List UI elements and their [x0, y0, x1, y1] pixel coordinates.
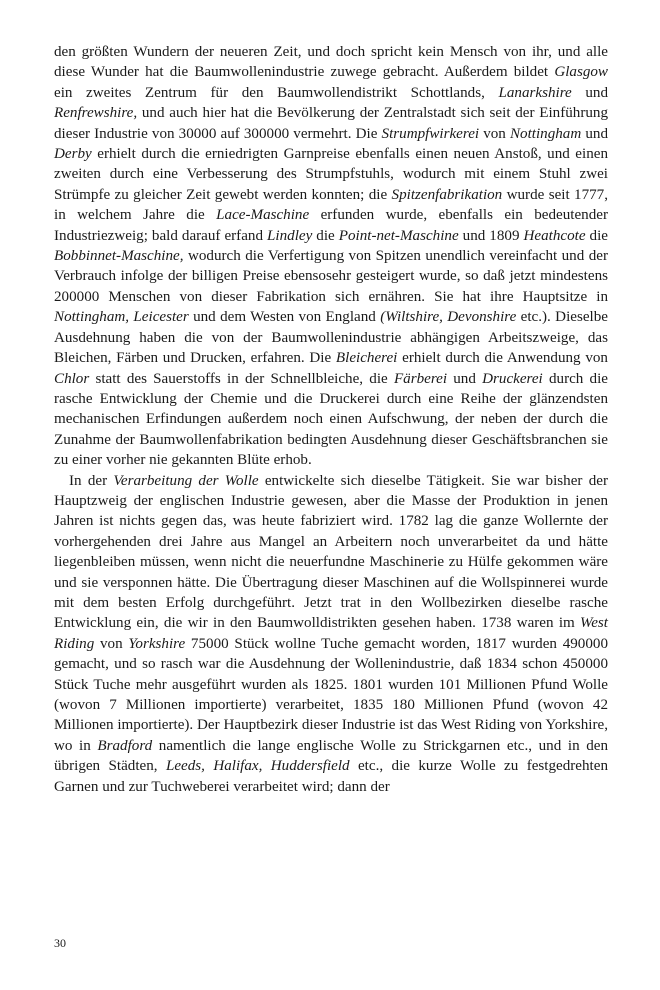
italic-term: Chlor	[54, 370, 90, 387]
text-run: und	[571, 84, 608, 101]
text-run: statt des Sauerstoffs in der Schnellbleiche, die	[89, 370, 394, 387]
italic-term: Strumpfwirkerei	[381, 125, 480, 142]
text-run: namentlich die lange englische Wolle zu Strickgarnen etc., und in den übrigen Städten,	[54, 737, 608, 775]
italic-term: Point-net-Maschine	[338, 227, 459, 244]
italic-term: Yorkshire	[128, 635, 186, 652]
italic-term: West Riding	[54, 615, 608, 652]
text-run: und auch hier hat die Bevölkerung der Zentralstadt sich seit der Einführung dieser Industrie von 30000 auf 300000 vermehrt. Die	[54, 105, 608, 142]
italic-term: Färberei	[393, 370, 448, 387]
text-run: und dem Westen von England	[188, 309, 381, 326]
italic-term: Lanarkshire	[498, 84, 572, 101]
text-run: entwickelte sich dieselbe Tätigkeit. Sie war bisher der Hauptzweig der englischen Industrie gewesen, aber die Masse der Produktion in jenen Jahren ist nichts gegen das, was heute fabriziert wird. 1782 lag die ganze Wollernte der vorhergehenden drei Jahre aus Mangel an Arbeitern noch unverarbeitet da und hätte liegenbleiben müssen, wenn nicht die neuerfundne Maschinerie zu Hülfe gekommen wäre und sie versponnen hätte. Die Übertragung dieser Maschinen auf die Wollspinnerei wurde mit dem besten Erfolg durchgeführt. Jetzt trat in den Wollbezirken dieselbe rasche Entwicklung ein, die wir in den Baumwolldistrikten gesehen haben. 1738 waren im	[54, 472, 608, 632]
italic-term: Bleicherei	[335, 350, 398, 367]
text-run: erfunden wurde, ebenfalls ein bedeutender Industriezweig; bald darauf erfand	[54, 207, 608, 244]
page-number: 30	[54, 936, 66, 950]
italic-term: Derby	[54, 146, 92, 163]
italic-term: Nottingham	[509, 125, 582, 142]
text-run: erhielt durch die erniedrigten Garnpreise ebenfalls einen neuen Anstoß, und einen zweiten durch eine Verbesserung des Strumpfstuhls, wodurch mit einem Stuhl zwei Strümpfe zu gleicher Zeit gewebt werden konnten; die	[54, 146, 608, 203]
paragraph-1	[54, 42, 608, 471]
italic-term: Nottingham, Leicester	[54, 309, 189, 326]
italic-term: Heathcote	[523, 227, 586, 244]
italic-term: Spitzenfabrikation	[391, 186, 503, 203]
text-run: durch die rasche Entwicklung der Chemie und die Druckerei durch eine Reihe der glänzendsten mechanischen Erfindungen außerdem noch einen Aufschwung, der neben der durch die Zunahme der Baumwollenfabrikation bedingten Ausdehnung dieser Geschäftsbranchen sie zu einer vorher nie gekannten Blüte erhob.	[54, 370, 609, 469]
italic-term: Verarbeitung der Wolle	[113, 472, 259, 489]
italic-term: Leeds, Halifax, Huddersfield	[165, 758, 350, 775]
text-run: 75000 Stück wollne Tuche gemacht worden, 1817 wurden 490000 gemacht, und so rasch war die Ausdehnung der Wollenindustrie, daß 1834 schon 450000 Stück Tuche mehr ausgeführt wurden als 1825. 1801 wurden 101 Millionen Pfund Wolle (wovon 7 Millionen importierte) verarbeitet, 1835 180 Millionen Pfund (wovon 42 Millionen importierte). Der Hauptbezirk dieser Industrie ist das West Riding von Yorkshire, wo in	[54, 635, 608, 754]
italic-term: (Wiltshire, Devonshire	[380, 309, 517, 326]
text-run: die	[585, 227, 608, 244]
text-run: von	[479, 125, 510, 142]
text-run: und	[447, 370, 483, 387]
italic-term: Lindley	[267, 227, 313, 244]
italic-term: Lace-Maschine	[216, 207, 310, 224]
paragraph-2	[54, 471, 608, 798]
page-text	[54, 42, 608, 797]
text-run: und	[581, 125, 608, 142]
text-run: etc.). Dieselbe Ausdehnung haben die von der Baumwollenindustrie abhängigen Arbeitszweige, das Bleichen, Färben und Drucken, erfahren. Die	[54, 309, 608, 367]
text-run: die	[312, 227, 339, 244]
text-run: In der	[69, 472, 114, 489]
text-run: wurde seit 1777, in welchem Jahre die	[54, 186, 608, 224]
text-run: von	[94, 635, 129, 652]
text-run: ein zweites Zentrum für den Baumwollendistrikt Schottlands,	[54, 84, 499, 101]
italic-term: Bradford	[97, 737, 153, 754]
text-run: und 1809	[458, 227, 524, 244]
italic-term: Bobbinnet-Maschine,	[54, 248, 184, 265]
italic-term: Renfrewshire,	[54, 105, 138, 122]
italic-term: Glasgow	[554, 64, 608, 81]
text-run: wodurch die Verfertigung von Spitzen unendlich vereinfacht und der Verbrauch infolge der billigen Preise ebensosehr gesteigert wurde, so daß jetzt mindestens 200000 Menschen von dieser Fabrikation sich ernähren. Sie hat ihre Hauptsitze in	[54, 248, 608, 305]
italic-term: Druckerei	[482, 370, 543, 387]
text-run: erhielt durch die Anwendung von	[397, 350, 608, 367]
text-run: den größten Wundern der neueren Zeit, und doch spricht kein Mensch von ihr, und alle diese Wunder hat die Baumwollenindustrie zuwege gebracht. Außerdem bildet	[54, 44, 608, 81]
text-run: etc., die kurze Wolle zu festgedrehten Garnen und zur Tuchweberei verarbeitet wird; dann der	[54, 758, 608, 795]
